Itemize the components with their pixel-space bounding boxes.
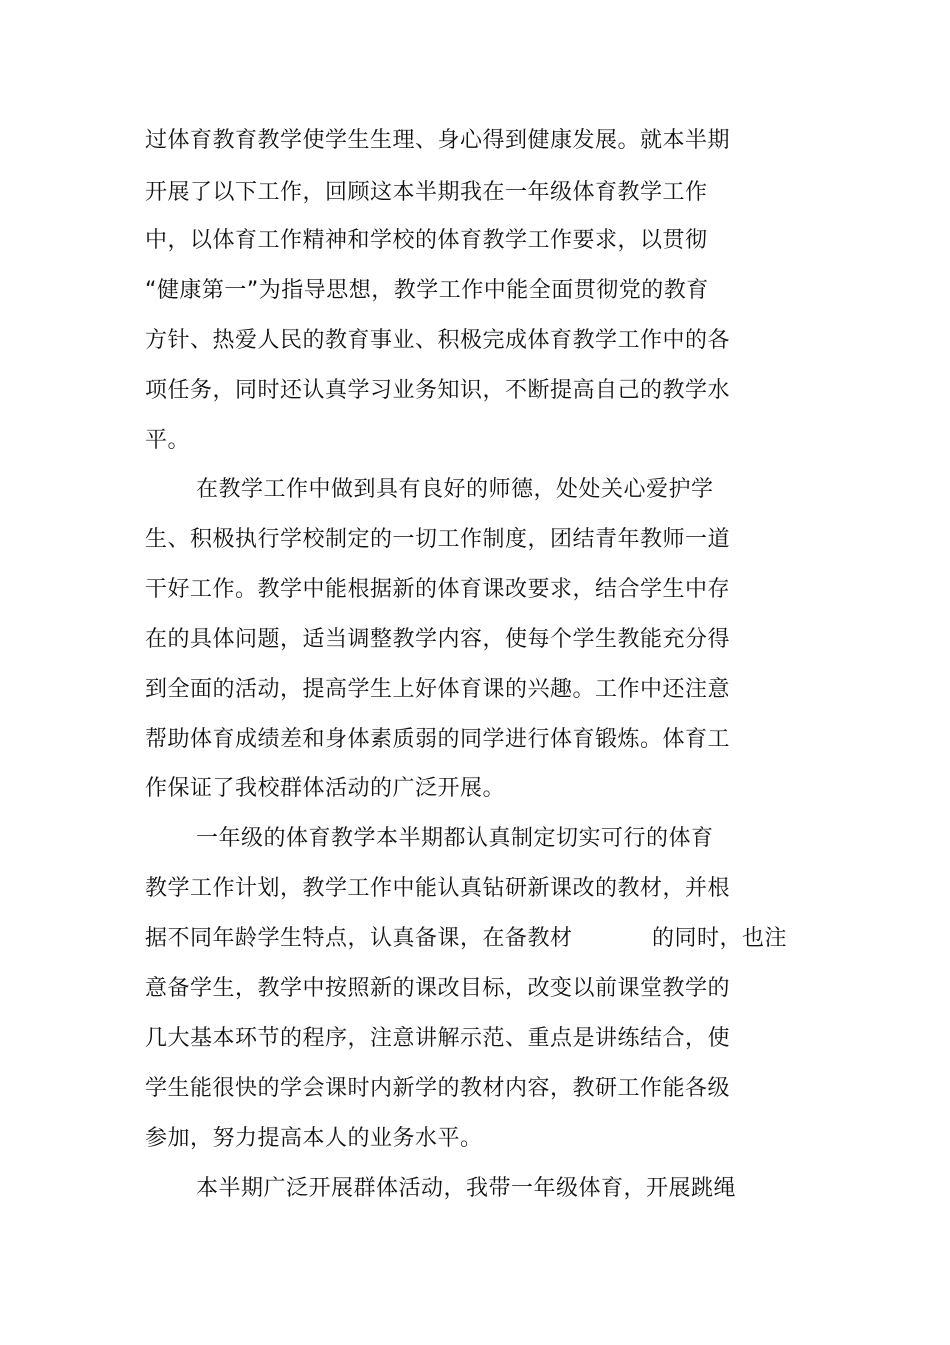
- paragraph-start-line: 一年级的体育教学本半期都认真制定切实可行的体育: [196, 826, 714, 851]
- text-line: 学生能很快的学会课时内新学的教材内容，教研工作能各级: [145, 1076, 731, 1101]
- paragraph-start-line: 本半期广泛开展群体活动，我带一年级体育，开展跳绳: [196, 1176, 737, 1201]
- text-line: 几大基本环节的程序，注意讲解示范、重点是讲练结合，使: [145, 1026, 731, 1051]
- text-line: 中，以体育工作精神和学校的体育教学工作要求，以贯彻: [145, 228, 708, 253]
- text-line: 意备学生，教学中按照新的课改目标，改变以前课堂教学的: [145, 976, 731, 1001]
- text-line: 到全面的活动，提高学生上好体育课的兴趣。工作中还注意: [145, 677, 731, 702]
- text-line: “健康第一”为指导思想，教学工作中能全面贯彻党的教育: [145, 278, 709, 303]
- text-line: 参加，努力提高本人的业务水平。: [145, 1126, 483, 1151]
- text-fragment-left: 据不同年龄学生特点，认真备课，在备教材: [145, 926, 573, 951]
- text-line: 项任务，同时还认真学习业务知识，不断提高自己的教学水: [145, 378, 731, 403]
- text-line: 生、积极执行学校制定的一切工作制度，团结青年教师一道: [145, 527, 731, 552]
- text-line: 方针、热爱人民的教育事业、积极完成体育教学工作中的各: [145, 328, 731, 353]
- text-fragment-right: 的同时，也注: [652, 926, 788, 951]
- text-line: 帮助体育成绩差和身体素质弱的同学进行体育锻炼。体育工: [145, 727, 731, 752]
- text-line: 开展了以下工作，回顾这本半期我在一年级体育教学工作: [145, 180, 708, 205]
- paragraph-start-line: 在教学工作中做到具有良好的师德，处处关心爱护学: [196, 477, 714, 502]
- text-line-split: [145, 924, 573, 954]
- text-line: 教学工作计划，教学工作中能认真钻研新课改的教材，并根: [145, 876, 731, 901]
- text-line: 平。: [145, 428, 191, 453]
- text-line: 作保证了我校群体活动的广泛开展。: [145, 776, 506, 801]
- text-line: 过体育教育教学使学生生理、身心得到健康发展。就本半期: [145, 128, 731, 153]
- text-line: 干好工作。教学中能根据新的体育课改要求，结合学生中存: [145, 577, 731, 602]
- text-line: 在的具体问题，适当调整教学内容，使每个学生教能充分得: [145, 627, 731, 652]
